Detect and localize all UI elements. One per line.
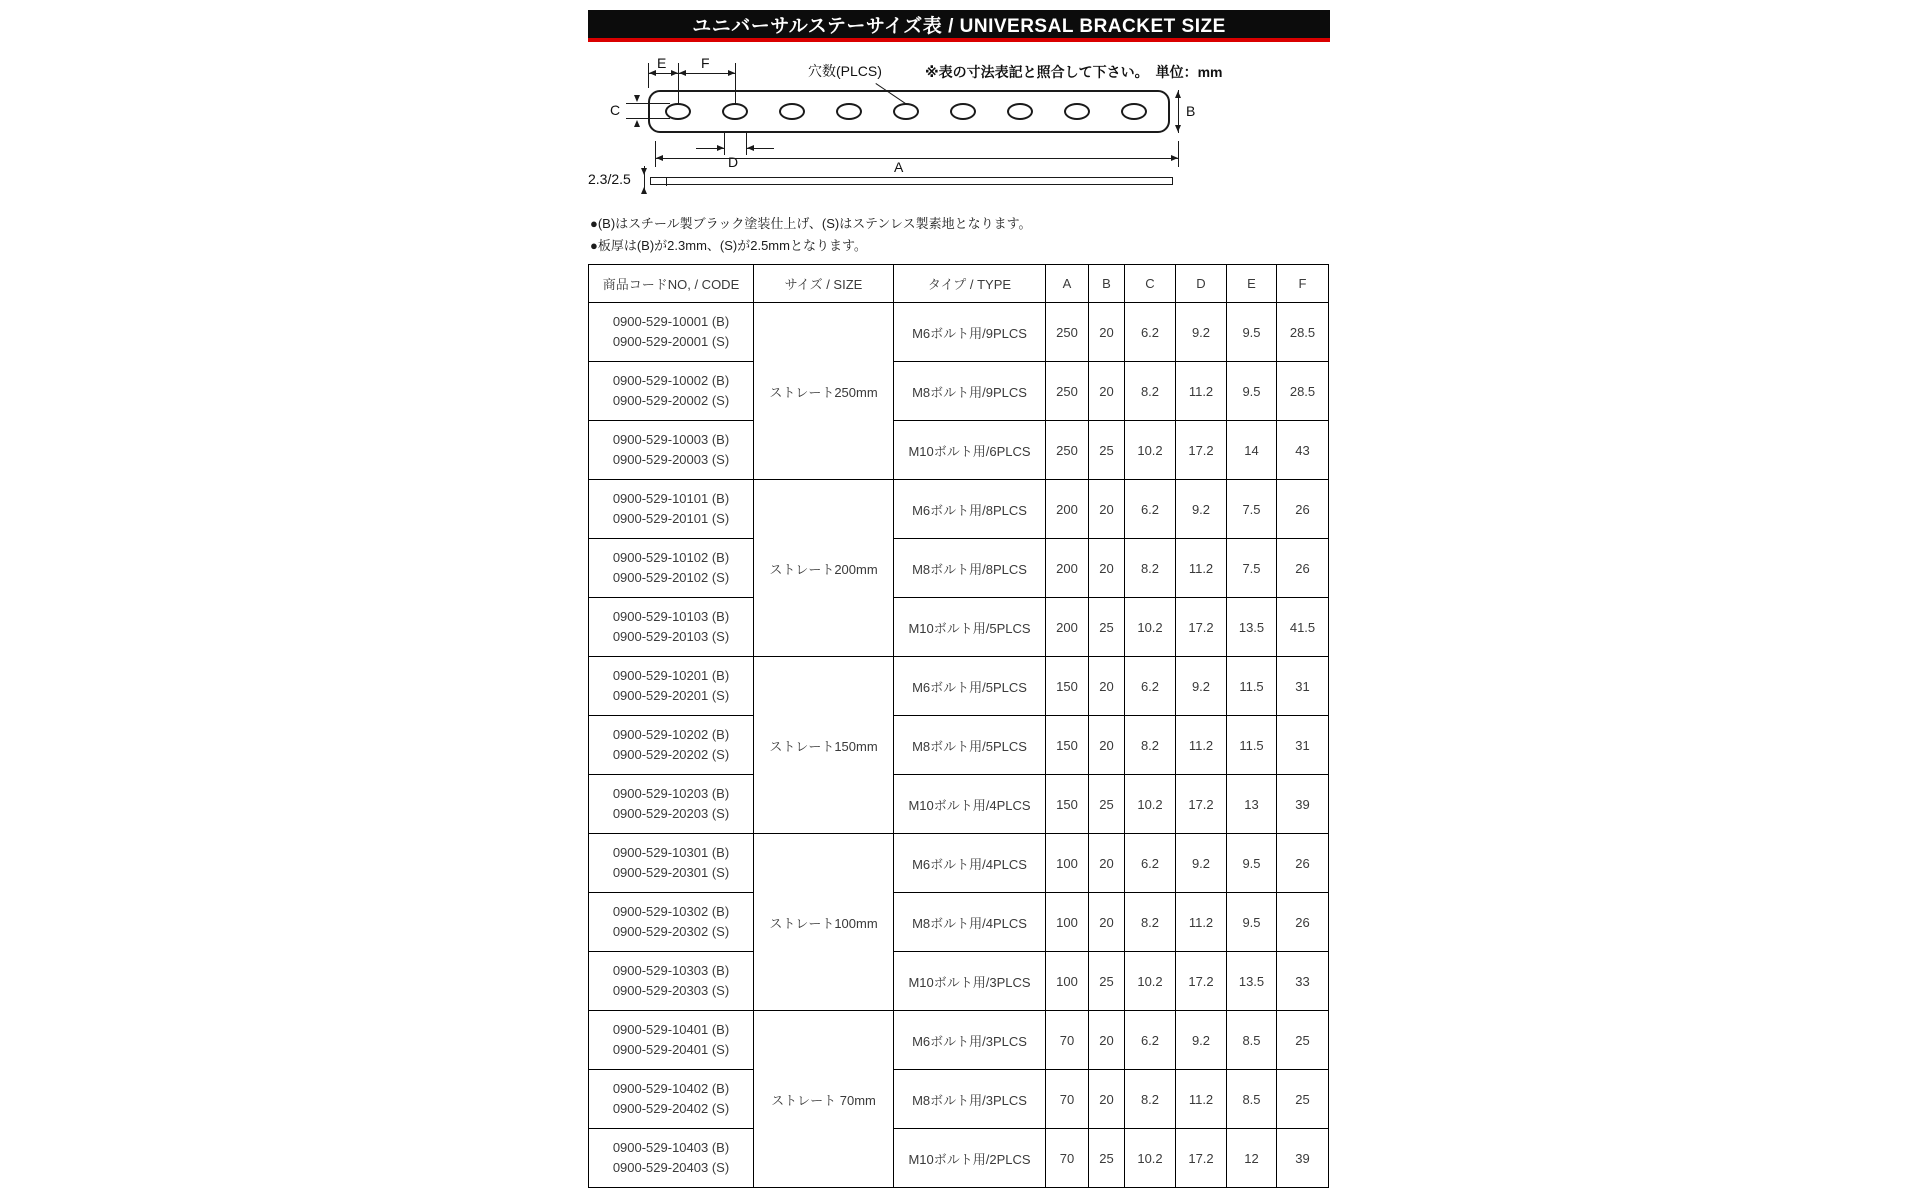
dim-arrow [634,120,640,127]
header-f: F [1277,265,1329,303]
dim-b-cell: 20 [1089,303,1125,362]
type-cell: M6ボルト用/8PLCS [894,480,1046,539]
dim-e-cell: 9.5 [1227,893,1277,952]
bracket-size-table [588,264,1329,1188]
table-row [589,952,1329,1011]
holes-count-label: 穴数(PLCS) [808,63,882,79]
bracket-slot-hole [722,103,748,120]
dim-c-cell: 6.2 [1125,303,1176,362]
dim-f-cell: 25 [1277,1011,1329,1070]
code-stainless: 0900-529-20002 (S) [612,393,730,408]
dim-label-a: A [890,159,907,175]
code-black: 0900-529-10202 (B) [612,727,730,742]
header-size: サイズ / SIZE [754,265,894,303]
dim-b-cell: 25 [1089,775,1125,834]
dim-f-cell: 41.5 [1277,598,1329,657]
product-code-cell [589,834,754,893]
bracket-diagram [580,55,1370,220]
dim-a-cell: 70 [1046,1129,1089,1188]
dim-b-cell: 20 [1089,657,1125,716]
header-code: 商品コードNO, / CODE [589,265,754,303]
dim-e-cell: 13.5 [1227,598,1277,657]
product-code-cell [589,362,754,421]
dim-ext-line [626,118,670,119]
dim-e-cell: 11.5 [1227,716,1277,775]
type-cell: M8ボルト用/9PLCS [894,362,1046,421]
dim-c-cell: 10.2 [1125,952,1176,1011]
dim-d-cell: 17.2 [1176,598,1227,657]
dim-a-cell: 150 [1046,775,1089,834]
code-stainless: 0900-529-20401 (S) [612,1042,730,1057]
size-cell: ストレート100mm [754,834,894,1011]
dim-a-cell: 250 [1046,362,1089,421]
type-cell: M6ボルト用/3PLCS [894,1011,1046,1070]
dim-b-cell: 25 [1089,598,1125,657]
dim-d-cell: 11.2 [1176,893,1227,952]
dim-b-cell: 25 [1089,421,1125,480]
table-row [589,716,1329,775]
table-row [589,834,1329,893]
dim-d-cell: 9.2 [1176,480,1227,539]
dim-d-cell: 9.2 [1176,834,1227,893]
dim-line-ef [648,73,735,74]
code-stainless: 0900-529-20101 (S) [612,511,730,526]
dim-arrow [1175,91,1181,98]
product-code-cell [589,480,754,539]
table-row [589,480,1329,539]
dim-d-cell: 9.2 [1176,1011,1227,1070]
type-cell: M10ボルト用/3PLCS [894,952,1046,1011]
dim-arrow [641,187,647,194]
dim-ext-line [626,103,670,104]
dim-e-cell: 8.5 [1227,1070,1277,1129]
table-row [589,775,1329,834]
dim-c-cell: 8.2 [1125,716,1176,775]
dimension-note: ※表の寸法表記と照合して下さい。 単位：mm [925,64,1223,80]
dim-d-cell: 9.2 [1176,657,1227,716]
code-stainless: 0900-529-20202 (S) [612,747,730,762]
product-code-cell [589,1070,754,1129]
dim-label-d: D [728,154,739,170]
dim-b-cell: 20 [1089,539,1125,598]
dim-c-cell: 8.2 [1125,539,1176,598]
dim-ext-line [746,133,747,155]
code-black: 0900-529-10403 (B) [612,1140,730,1155]
product-code-cell [589,421,754,480]
code-stainless: 0900-529-20001 (S) [612,334,730,349]
dim-c-cell: 8.2 [1125,362,1176,421]
dim-b-cell: 20 [1089,834,1125,893]
dim-c-cell: 6.2 [1125,834,1176,893]
type-cell: M8ボルト用/3PLCS [894,1070,1046,1129]
type-cell: M6ボルト用/9PLCS [894,303,1046,362]
dim-arrow [634,95,640,102]
product-code-cell [589,303,754,362]
product-code-cell [589,539,754,598]
dim-arrow [728,70,735,76]
code-black: 0900-529-10302 (B) [612,904,730,919]
dim-e-cell: 14 [1227,421,1277,480]
bracket-slot-hole [836,103,862,120]
dim-ext-line [1178,141,1179,167]
dim-f-cell: 43 [1277,421,1329,480]
product-code-cell [589,657,754,716]
dim-arrow [1171,155,1178,161]
bracket-slot-hole [893,103,919,120]
dim-e-cell: 9.5 [1227,834,1277,893]
code-black: 0900-529-10003 (B) [612,432,730,447]
dim-c-cell: 10.2 [1125,775,1176,834]
dim-e-cell: 7.5 [1227,539,1277,598]
page-title: ユニバーサルステーサイズ表 / UNIVERSAL BRACKET SIZE [692,15,1226,37]
size-cell: ストレート 70mm [754,1011,894,1188]
dim-label-e: E [657,55,667,71]
bracket-slot-hole [1121,103,1147,120]
dim-a-cell: 100 [1046,952,1089,1011]
dim-d-cell: 17.2 [1176,775,1227,834]
table-row [589,539,1329,598]
dim-arrow [649,70,656,76]
dim-a-cell: 70 [1046,1070,1089,1129]
code-black: 0900-529-10203 (B) [612,786,730,801]
code-stainless: 0900-529-20103 (S) [612,629,730,644]
dim-f-cell: 28.5 [1277,362,1329,421]
bracket-side-view [650,177,1173,185]
type-cell: M10ボルト用/6PLCS [894,421,1046,480]
product-code-cell [589,775,754,834]
dim-ext-line [735,63,736,104]
dim-f-cell: 25 [1277,1070,1329,1129]
dim-c-cell: 8.2 [1125,893,1176,952]
code-black: 0900-529-10101 (B) [612,491,730,506]
dim-a-cell: 250 [1046,421,1089,480]
dim-d-cell: 11.2 [1176,716,1227,775]
dim-c-cell: 8.2 [1125,1070,1176,1129]
dim-label-b: B [1186,103,1196,119]
dim-b-cell: 20 [1089,1070,1125,1129]
dim-d-cell: 9.2 [1176,303,1227,362]
code-black: 0900-529-10002 (B) [612,373,730,388]
dim-f-cell: 31 [1277,657,1329,716]
code-stainless: 0900-529-20302 (S) [612,924,730,939]
dim-f-cell: 26 [1277,539,1329,598]
code-black: 0900-529-10303 (B) [612,963,730,978]
dim-line-a [655,158,1178,159]
dim-e-cell: 8.5 [1227,1011,1277,1070]
dim-arrow [1175,125,1181,132]
dim-ext-line [655,141,656,167]
dim-b-cell: 25 [1089,1129,1125,1188]
dim-a-cell: 70 [1046,1011,1089,1070]
type-cell: M10ボルト用/4PLCS [894,775,1046,834]
table-row [589,1011,1329,1070]
dim-e-cell: 13.5 [1227,952,1277,1011]
code-black: 0900-529-10301 (B) [612,845,730,860]
dim-e-cell: 12 [1227,1129,1277,1188]
dim-f-cell: 39 [1277,775,1329,834]
dim-a-cell: 150 [1046,657,1089,716]
dim-d-cell: 17.2 [1176,952,1227,1011]
dim-b-cell: 20 [1089,362,1125,421]
dim-e-cell: 9.5 [1227,362,1277,421]
table-row [589,598,1329,657]
code-black: 0900-529-10103 (B) [612,609,730,624]
dim-b-cell: 20 [1089,1011,1125,1070]
dim-c-cell: 6.2 [1125,480,1176,539]
dim-arrow [717,145,724,151]
dim-c-cell: 10.2 [1125,421,1176,480]
dim-e-cell: 9.5 [1227,303,1277,362]
note-material: ●(B)はスチール製ブラック塗装仕上げ、(S)はステンレス製素地となります。 [590,216,1032,231]
product-code-cell [589,952,754,1011]
dim-f-cell: 26 [1277,480,1329,539]
dim-b-cell: 20 [1089,893,1125,952]
dim-c-cell: 6.2 [1125,657,1176,716]
type-cell: M8ボルト用/4PLCS [894,893,1046,952]
dim-arrow [656,155,663,161]
dim-d-cell: 17.2 [1176,421,1227,480]
bracket-slot-hole [950,103,976,120]
dim-b-cell: 20 [1089,480,1125,539]
dim-f-cell: 28.5 [1277,303,1329,362]
dim-c-cell: 10.2 [1125,1129,1176,1188]
code-stainless: 0900-529-20303 (S) [612,983,730,998]
note-thickness: ●板厚は(B)が2.3mm、(S)が2.5mmとなります。 [590,238,867,253]
type-cell: M8ボルト用/8PLCS [894,539,1046,598]
type-cell: M6ボルト用/5PLCS [894,657,1046,716]
product-code-cell [589,1011,754,1070]
dim-a-cell: 100 [1046,834,1089,893]
dim-b-cell: 20 [1089,716,1125,775]
dim-d-cell: 11.2 [1176,539,1227,598]
code-stainless: 0900-529-20403 (S) [612,1160,730,1175]
product-code-cell [589,1129,754,1188]
code-black: 0900-529-10201 (B) [612,668,730,683]
header-c: C [1125,265,1176,303]
code-stainless: 0900-529-20003 (S) [612,452,730,467]
size-cell: ストレート250mm [754,303,894,480]
dim-a-cell: 250 [1046,303,1089,362]
dim-label-c: C [610,102,621,118]
type-cell: M6ボルト用/4PLCS [894,834,1046,893]
code-black: 0900-529-10401 (B) [612,1022,730,1037]
type-cell: M10ボルト用/2PLCS [894,1129,1046,1188]
dim-c-cell: 10.2 [1125,598,1176,657]
dim-e-cell: 7.5 [1227,480,1277,539]
size-cell: ストレート200mm [754,480,894,657]
table-row [589,893,1329,952]
table-row [589,303,1329,362]
notes-block [590,213,1032,257]
dim-a-cell: 100 [1046,893,1089,952]
type-cell: M8ボルト用/5PLCS [894,716,1046,775]
dim-label-f: F [701,55,710,71]
dim-ext-line [724,133,725,155]
type-cell: M10ボルト用/5PLCS [894,598,1046,657]
header-a: A [1046,265,1089,303]
dim-d-cell: 11.2 [1176,362,1227,421]
code-black: 0900-529-10001 (B) [612,314,730,329]
header-d: D [1176,265,1227,303]
bracket-slot-hole [1064,103,1090,120]
size-cell: ストレート150mm [754,657,894,834]
dim-arrow [671,70,678,76]
table-row [589,657,1329,716]
table-row [589,421,1329,480]
dim-a-cell: 200 [1046,539,1089,598]
thickness-label: 2.3/2.5 [588,171,631,187]
product-code-cell [589,716,754,775]
dim-a-cell: 150 [1046,716,1089,775]
code-black: 0900-529-10402 (B) [612,1081,730,1096]
dim-c-cell: 6.2 [1125,1011,1176,1070]
code-stainless: 0900-529-20102 (S) [612,570,730,585]
dim-f-cell: 26 [1277,893,1329,952]
code-stainless: 0900-529-20201 (S) [612,688,730,703]
table-header-row [589,265,1329,303]
dim-f-cell: 31 [1277,716,1329,775]
dim-e-cell: 13 [1227,775,1277,834]
code-stainless: 0900-529-20402 (S) [612,1101,730,1116]
dim-arrow [747,145,754,151]
dim-f-cell: 26 [1277,834,1329,893]
code-black: 0900-529-10102 (B) [612,550,730,565]
dim-arrow [679,70,686,76]
table-row [589,1129,1329,1188]
table-row [589,362,1329,421]
header-e: E [1227,265,1277,303]
dim-a-cell: 200 [1046,598,1089,657]
dim-d-cell: 11.2 [1176,1070,1227,1129]
dim-b-cell: 25 [1089,952,1125,1011]
dim-a-cell: 200 [1046,480,1089,539]
header-b: B [1089,265,1125,303]
side-view-endcap [666,177,667,186]
code-stainless: 0900-529-20301 (S) [612,865,730,880]
bracket-slot-hole [1007,103,1033,120]
dim-e-cell: 11.5 [1227,657,1277,716]
dim-f-cell: 39 [1277,1129,1329,1188]
product-code-cell [589,598,754,657]
bracket-slot-hole [779,103,805,120]
title-banner [588,10,1330,42]
table-row [589,1070,1329,1129]
code-stainless: 0900-529-20203 (S) [612,806,730,821]
dim-arrow [641,168,647,175]
dim-f-cell: 33 [1277,952,1329,1011]
header-type: タイプ / TYPE [894,265,1046,303]
dim-d-cell: 17.2 [1176,1129,1227,1188]
product-code-cell [589,893,754,952]
